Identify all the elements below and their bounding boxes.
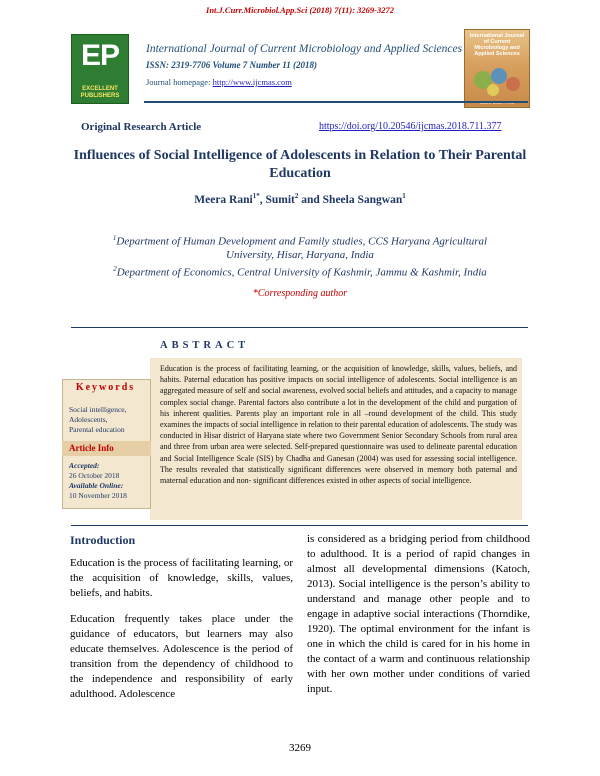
author-2: , Sumit <box>259 193 295 206</box>
authors <box>0 192 600 206</box>
keyword-item: Social intelligence, <box>69 405 127 414</box>
abstract-text: Education is the process of facilitating learning, or the acquisition of knowledge, skills, values, beliefs, and habits. Paternal education has positive impacts on social intelligence of adolescents. Social intelligence is an aggregated measure of self and social awareness, evolved social beliefs and attitudes, and a capacity to manage complex social change. Parental factors also contribute a lot in the development of the child and purgation of his inherent qualities. Parents play an important role in all –round development of the child. This study examines the impacts of social intelligence in relation to their parental education of adolescents. The study was conducted in Hisar district of Haryana state where two Government Senior Secondary Schools from rural area and three from urban area were selected. Self-prepared questionnaire was used to delineate parental education and Social Intelligence Scale (SIS) by Chadha and Ganesan (2004) was used for assessing social intelligence. The results revealed that statistically significant differences were observed in memory both paternal and maternal education and non- significant differences existed in other aspects of social intelligence. <box>160 364 517 486</box>
affiliation-2-num: 2 <box>113 264 117 273</box>
cover-title: International Journal of Current Microbiology and Applied Sciences <box>469 33 525 57</box>
publisher-logo <box>71 34 129 104</box>
keyword-item: Adolescents, <box>69 415 108 424</box>
body-paragraph: Education frequently takes place under the guidance of educators, but learners may also educate themselves. Adolescence is the period of transition from the dependency of childhood to the independence and responsibility of early adulthood. Adolescence <box>70 613 293 700</box>
author-1-sup: 1* <box>252 192 260 200</box>
introduction-heading: Introduction <box>70 533 136 547</box>
article-type: Original Research Article <box>81 121 202 133</box>
article-info-heading: Article Info <box>69 443 114 453</box>
page-number: 3269 <box>289 742 311 754</box>
abstract-divider <box>71 327 528 328</box>
keywords-list <box>69 405 149 435</box>
abstract-heading: ABSTRACT <box>160 340 250 351</box>
online-label: Available Online: <box>69 481 124 490</box>
logo-text: EXCELLENT PUBLISHERS <box>80 86 120 99</box>
author-3-sup: 1 <box>402 192 406 200</box>
accepted-label: Accepted: <box>69 461 100 470</box>
keyword-item: Parental education <box>69 425 125 434</box>
homepage-line <box>146 77 292 87</box>
author-2-sup: 2 <box>294 192 299 200</box>
keywords-heading: Keywords <box>75 382 136 393</box>
issn-line: ISSN: 2319-7706 Volume 7 Number 11 (2018) <box>146 60 318 70</box>
abstract-bottom-divider <box>71 525 528 526</box>
doi-link[interactable]: https://doi.org/10.20546/ijcmas.2018.711.377 <box>319 121 502 132</box>
author-1: Meera Rani <box>194 193 253 206</box>
affiliation-2 <box>90 263 510 280</box>
running-head: Int.J.Curr.Microbiol.App.Sci (2018) 7(11): 3269-3272 <box>206 5 394 15</box>
body-left-column <box>70 556 293 713</box>
body-paragraph: Education is the process of facilitating learning, or the acquisition of knowledge, skills, values, beliefs, and habits. <box>70 557 293 599</box>
journal-cover-image <box>464 29 530 108</box>
affiliation-1 <box>90 232 510 263</box>
article-dates <box>69 461 127 501</box>
accepted-date: 26 October 2018 <box>69 471 120 480</box>
corresponding-author: *Corresponding author <box>252 288 348 299</box>
affiliation-2-text: Department of Economics, Central University of Kashmir, Jammu & Kashmir, India <box>116 266 487 279</box>
body-paragraph: is considered as a bridging period from childhood to adulthood. It is a period of rapid changes in almost all developmental dimensions (Katoch, 2013). Social intelligence is the person’s ability to understand and manage other people and to engage in adaptive social interactions (Thorndike, 1920). The optimal environment for the infant is one in which the child is cared for in his home in the contact of a warm and continuous relationship with her own mother under conditions of varied input. <box>307 533 530 695</box>
homepage-label: Journal homepage: <box>146 77 213 87</box>
affiliations <box>90 232 510 280</box>
article-title: Influences of Social Intelligence of Adolescents in Relation to Their Parental Education <box>73 148 527 181</box>
journal-name: International Journal of Current Microbiology and Applied Sciences <box>146 43 463 55</box>
header-rule <box>144 101 528 103</box>
homepage-link[interactable]: http://www.ijcmas.com <box>212 77 292 87</box>
logo-letters: EP <box>80 39 120 72</box>
affiliation-1-text: Department of Human Development and Family studies, CCS Haryana Agricultural University, Hisar, Haryana, India <box>116 235 488 262</box>
author-3: and Sheela Sangwan <box>298 193 403 206</box>
online-date: 10 November 2018 <box>69 491 127 500</box>
body-right-column <box>307 532 530 708</box>
cover-illustration <box>465 30 529 107</box>
affiliation-1-num: 1 <box>112 234 117 242</box>
